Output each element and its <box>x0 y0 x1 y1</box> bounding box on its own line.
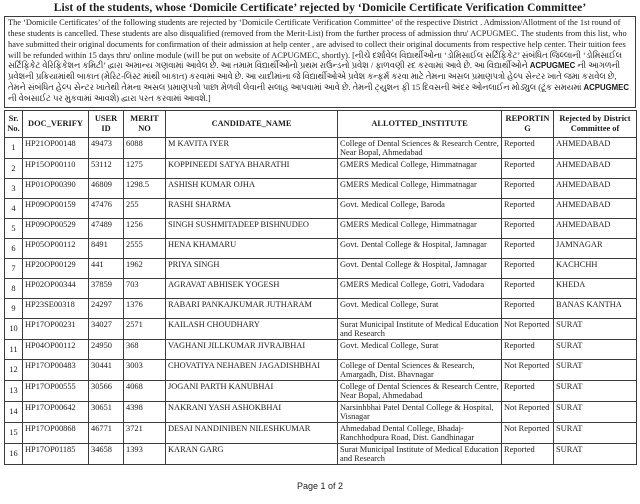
cell-candidate-name: KAILASH CHOUDHARY <box>166 318 338 339</box>
cell-user-id: 24950 <box>89 339 124 359</box>
cell-sr-no: 4 <box>5 198 23 218</box>
cell-sr-no: 15 <box>5 422 23 443</box>
table-row <box>5 278 637 298</box>
cell-rejected-by: SURAT <box>554 380 637 401</box>
cell-user-id: 46771 <box>89 422 124 443</box>
cell-rejected-by: AHMEDABAD <box>554 158 637 178</box>
cell-allotted-institute: College of Dental Sciences & Research Centre, Near Bopal, Ahmedabad <box>338 137 502 158</box>
cell-allotted-institute: Narsinhbhai Patel Dental College & Hospital, Visnagar <box>338 401 502 422</box>
cell-rejected-by: SURAT <box>554 422 637 443</box>
cell-allotted-institute: GMERS Medical College, Gotri, Vadodara <box>338 278 502 298</box>
cell-candidate-name: DESAI NANDINIBEN NILESHKUMAR <box>166 422 338 443</box>
table-row <box>5 380 637 401</box>
cell-user-id: 30441 <box>89 359 124 380</box>
cell-reporting: Reported <box>502 298 554 318</box>
cell-candidate-name: VAGHANI JILLKUMAR JIVRAJBHAI <box>166 339 338 359</box>
cell-rejected-by: SURAT <box>554 339 637 359</box>
cell-doc-verify: HP17OP01185 <box>23 443 89 464</box>
cell-candidate-name: HENA KHAMARU <box>166 238 338 258</box>
cell-sr-no: 1 <box>5 137 23 158</box>
cell-sr-no: 9 <box>5 298 23 318</box>
table-row <box>5 218 637 238</box>
cell-reporting: Reported <box>502 137 554 158</box>
cell-merit-no: 255 <box>124 198 166 218</box>
cell-doc-verify: HP15OP00110 <box>23 158 89 178</box>
cell-doc-verify: HP09OP00529 <box>23 218 89 238</box>
cell-merit-no: 3721 <box>124 422 166 443</box>
cell-candidate-name: ASHISH KUMAR OJHA <box>166 178 338 198</box>
table-row <box>5 298 637 318</box>
col-header-candidate-name: CANDIDATE_NAME <box>166 110 338 137</box>
cell-candidate-name: JOGANI PARTH KANUBHAI <box>166 380 338 401</box>
students-table <box>4 110 637 465</box>
cell-reporting: Reported <box>502 339 554 359</box>
cell-allotted-institute: GMERS Medical College, Himmatnagar <box>338 158 502 178</box>
cell-rejected-by: AHMEDABAD <box>554 178 637 198</box>
cell-rejected-by: KACHCHH <box>554 258 637 278</box>
cell-merit-no: 1298.5 <box>124 178 166 198</box>
table-row <box>5 238 637 258</box>
cell-merit-no: 1393 <box>124 443 166 464</box>
cell-allotted-institute: GMERS Medical College, Himmatnagar <box>338 218 502 238</box>
cell-reporting: Reported <box>502 443 554 464</box>
cell-sr-no: 10 <box>5 318 23 339</box>
cell-user-id: 37859 <box>89 278 124 298</box>
table-row <box>5 178 637 198</box>
table-body <box>5 137 637 464</box>
cell-allotted-institute: Govt. Dental College & Hospital, Jamnagar <box>338 258 502 278</box>
cell-candidate-name: PRIYA SINGH <box>166 258 338 278</box>
notice-segment: ACPUGMEC <box>583 83 629 93</box>
col-header-user-id: USER ID <box>89 110 124 137</box>
cell-merit-no: 6088 <box>124 137 166 158</box>
cell-user-id: 49473 <box>89 137 124 158</box>
cell-user-id: 47489 <box>89 218 124 238</box>
cell-sr-no: 5 <box>5 218 23 238</box>
page-number: Page 1 of 2 <box>296 480 344 491</box>
table-row <box>5 158 637 178</box>
cell-merit-no: 1275 <box>124 158 166 178</box>
cell-doc-verify: HP09OP00159 <box>23 198 89 218</box>
cell-user-id: 24297 <box>89 298 124 318</box>
table-row <box>5 401 637 422</box>
cell-doc-verify: HP05OP00112 <box>23 238 89 258</box>
table-row <box>5 443 637 464</box>
cell-sr-no: 3 <box>5 178 23 198</box>
cell-user-id: 53112 <box>89 158 124 178</box>
cell-reporting: Reported <box>502 178 554 198</box>
cell-allotted-institute: Govt. Medical College, Surat <box>338 339 502 359</box>
cell-rejected-by: SURAT <box>554 401 637 422</box>
notice-segment: ની આગળની પ્રવેશની પ્રક્રિયામાંથી બાકાત (મેરિટ-લિસ્ટ માંથી બાકાત) કરવામાં આવે છે. આ યાદીમાંના જે વિદ્યાર્થીઓએ પ્રવેશ કન્ફર્મ કરવા માટે તેમના અસલ પ્રમાણપત્રો હેલ્પ સેન્ટર ખાતે જમા કરાવેલ છે, તેમને સંબંધિત હેલ્પ સેન્ટર ખાતેથી તેમના અસલ પ્રમાણપત્રો પાછા મેળવી લેવાની સલાહ આપવામાં આવે છે. તેમની ટ્યુશન ફી 15 દિવસની અંદર ઓનલાઈન મોડ્યુલ (ટૂંક સમયમાં <box>8 61 621 93</box>
cell-user-id: 8491 <box>89 238 124 258</box>
cell-user-id: 34658 <box>89 443 124 464</box>
cell-user-id: 34027 <box>89 318 124 339</box>
cell-reporting: Reported <box>502 158 554 178</box>
cell-merit-no: 4398 <box>124 401 166 422</box>
col-header-allotted-institute: ALLOTTED_INSTITUTE <box>338 110 502 137</box>
cell-user-id: 47476 <box>89 198 124 218</box>
cell-sr-no: 7 <box>5 258 23 278</box>
cell-allotted-institute: Surat Municipal Institute of Medical Education and Research <box>338 443 502 464</box>
cell-merit-no: 3003 <box>124 359 166 380</box>
cell-rejected-by: SURAT <box>554 443 637 464</box>
table-row <box>5 359 637 380</box>
cell-doc-verify: HP17OP00642 <box>23 401 89 422</box>
cell-sr-no: 13 <box>5 380 23 401</box>
cell-doc-verify: HP17OP00483 <box>23 359 89 380</box>
cell-merit-no: 368 <box>124 339 166 359</box>
cell-user-id: 30651 <box>89 401 124 422</box>
cell-reporting: Reported <box>502 380 554 401</box>
cell-candidate-name: RASHI SHARMA <box>166 198 338 218</box>
cell-doc-verify: HP21OP00148 <box>23 137 89 158</box>
cell-doc-verify: HP20OP00129 <box>23 258 89 278</box>
cell-merit-no: 1376 <box>124 298 166 318</box>
cell-sr-no: 2 <box>5 158 23 178</box>
table-row <box>5 258 637 278</box>
cell-reporting: Not Reported <box>502 318 554 339</box>
cell-user-id: 441 <box>89 258 124 278</box>
cell-allotted-institute: GMERS Medical College, Himmatnagar <box>338 178 502 198</box>
table-header <box>5 110 637 137</box>
table-row <box>5 198 637 218</box>
cell-candidate-name: KARAN GARG <box>166 443 338 464</box>
col-header-doc-verify: DOC_VERIFY <box>23 110 89 137</box>
table-row <box>5 422 637 443</box>
cell-rejected-by: KHEDA <box>554 278 637 298</box>
notice-segment: ની વેબસાઈટ પર મુકવામાં આવશે) દ્વારા પરત કરવામાં આવશે.] <box>8 93 211 103</box>
cell-sr-no: 14 <box>5 401 23 422</box>
table-row <box>5 137 637 158</box>
cell-reporting: Reported <box>502 238 554 258</box>
cell-allotted-institute: Govt. Dental College & Hospital, Jamnagar <box>338 238 502 258</box>
cell-candidate-name: KOPPINEEDI SATYA BHARATHI <box>166 158 338 178</box>
table-row <box>5 339 637 359</box>
cell-merit-no: 2571 <box>124 318 166 339</box>
cell-merit-no: 703 <box>124 278 166 298</box>
cell-merit-no: 2555 <box>124 238 166 258</box>
col-header-sr-no: Sr. No. <box>5 110 23 137</box>
cell-sr-no: 12 <box>5 359 23 380</box>
cell-merit-no: 4068 <box>124 380 166 401</box>
page-title: List of the students, whose ‘Domicile Certificate’ rejected by ‘Domicile Certificate Verification Committee’ <box>53 2 587 14</box>
col-header-merit-no: MERIT NO <box>124 110 166 137</box>
cell-candidate-name: RABARI PANKAJKUMAR JUTHARAM <box>166 298 338 318</box>
cell-candidate-name: M KAVITA IYER <box>166 137 338 158</box>
cell-reporting: Reported <box>502 258 554 278</box>
cell-allotted-institute: Govt. Medical College, Surat <box>338 298 502 318</box>
cell-allotted-institute: College of Dental Sciences & Research Centre, Near Bopal, Ahmedabad <box>338 380 502 401</box>
notice-segment: The ‘Domicile Certificates’ of the following students are rejected by ‘Domicile Certificate Verification Committee’ of the respective District . Admission/Allotment of the 1st round of these students is cancelled. These students are also disqualified (removed from the Merit-List) from the further process of admission thru' ACPUGMEC. The students from this list, who have submitted their original documents for confirmation of their admission at help center , are advised to collect their original documents from respective help center. Their tuition fees will be refunded within 15 days thru' online module (will be put on website of ACPUGMEC, shortly). [નીચે દર્શાવેલ વિદ્યાર્થીઓના ‘ડોમિસાઈલ સર્ટિફિકેટ’ સંબંધિત જિલ્લાની ‘ડોમિસાઈલ સર્ટિફિકેટ વેરિફિકેશન કમિટી’ દ્વારા અમાન્ય ગણવામાં આવેલ છે. આ તમામ વિદ્યાર્થીઓનો પ્રથમ રાઉન્ડનો પ્રવેશ / ફાળવણી રદ કરવામાં આવે છે. આ વિદ્યાર્થીઓને <box>8 18 627 71</box>
cell-rejected-by: SURAT <box>554 318 637 339</box>
cell-merit-no: 1256 <box>124 218 166 238</box>
cell-doc-verify: HP17OP00231 <box>23 318 89 339</box>
notice-segment: ACPUGMEC <box>529 61 576 71</box>
cell-doc-verify: HP17OP00555 <box>23 380 89 401</box>
cell-doc-verify: HP23SE00318 <box>23 298 89 318</box>
cell-reporting: Not Reported <box>502 401 554 422</box>
cell-doc-verify: HP17OP00868 <box>23 422 89 443</box>
cell-reporting: Reported <box>502 278 554 298</box>
cell-rejected-by: AHMEDABAD <box>554 137 637 158</box>
cell-candidate-name: NAKRANI YASH ASHOKBHAI <box>166 401 338 422</box>
notice-paragraph <box>4 16 636 108</box>
cell-rejected-by: BANAS KANTHA <box>554 298 637 318</box>
cell-doc-verify: HP01OP00390 <box>23 178 89 198</box>
cell-sr-no: 8 <box>5 278 23 298</box>
col-header-reporting: REPORTING <box>502 110 554 137</box>
table-row <box>5 318 637 339</box>
cell-allotted-institute: College of Dental Sciences & Research, Amargadh, Dist. Bhavnagar <box>338 359 502 380</box>
cell-rejected-by: SURAT <box>554 359 637 380</box>
cell-merit-no: 1962 <box>124 258 166 278</box>
cell-reporting: Not Reported <box>502 422 554 443</box>
cell-rejected-by: AHMEDABAD <box>554 218 637 238</box>
cell-doc-verify: HP02OP00344 <box>23 278 89 298</box>
cell-allotted-institute: Govt. Medical College, Baroda <box>338 198 502 218</box>
cell-rejected-by: AHMEDABAD <box>554 198 637 218</box>
cell-allotted-institute: Surat Municipal Institute of Medical Education and Research <box>338 318 502 339</box>
cell-allotted-institute: Ahmedabad Dental College, Bhadaj-Ranchhodpura Road, Dist. Gandhinagar <box>338 422 502 443</box>
cell-candidate-name: SINGH SUSHMITADEEP BISHNUDEO <box>166 218 338 238</box>
cell-user-id: 30566 <box>89 380 124 401</box>
cell-sr-no: 6 <box>5 238 23 258</box>
cell-candidate-name: CHOVATIYA NEHABEN JAGADISHBHAI <box>166 359 338 380</box>
cell-reporting: Reported <box>502 218 554 238</box>
col-header-rejected-by: Rejected by District Committee of <box>554 110 637 137</box>
cell-user-id: 46809 <box>89 178 124 198</box>
cell-reporting: Reported <box>502 198 554 218</box>
cell-candidate-name: AGRAVAT ABHISEK YOGESH <box>166 278 338 298</box>
cell-doc-verify: HP04OP00112 <box>23 339 89 359</box>
cell-reporting: Not Reported <box>502 359 554 380</box>
cell-rejected-by: JAMNAGAR <box>554 238 637 258</box>
cell-sr-no: 16 <box>5 443 23 464</box>
cell-sr-no: 11 <box>5 339 23 359</box>
